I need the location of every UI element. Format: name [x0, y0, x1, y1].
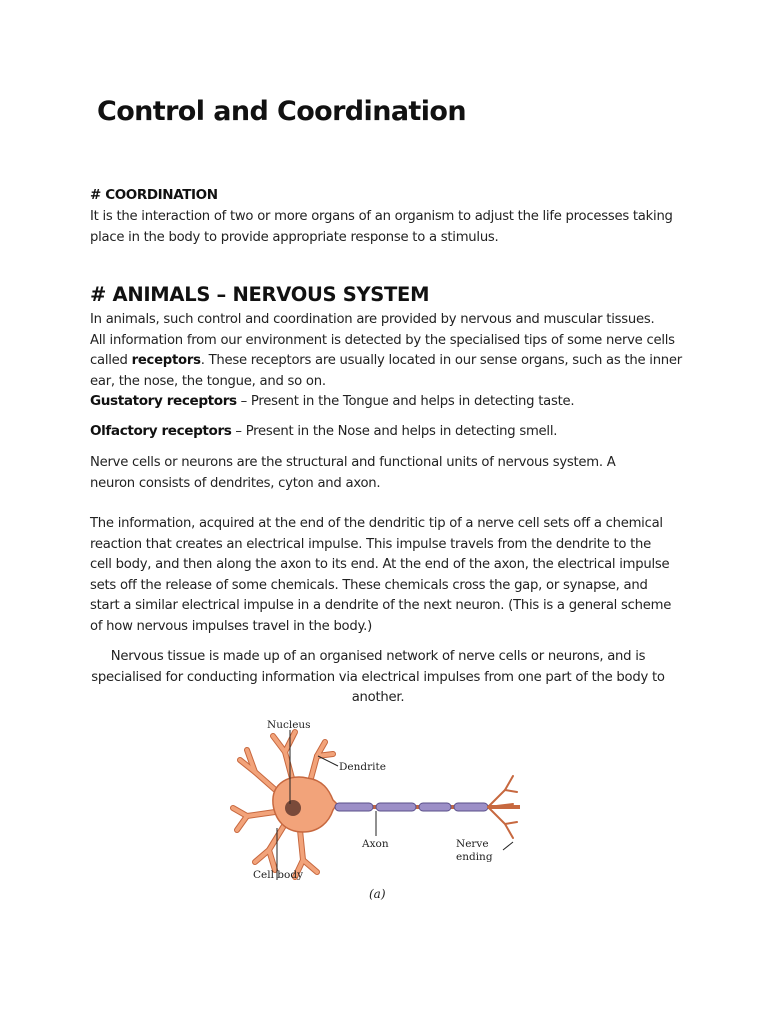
gustatory-receptors-line: [90, 391, 690, 413]
nucleus-label: Nucleus: [267, 719, 311, 731]
nervous-intro-line: In animals, such control and coordination are provided by nervous and muscular tissues.: [90, 312, 655, 327]
coordination-definition: It is the interaction of two or more organs of an organism to adjust the life processes taking place in the body to provide appropriate response to a stimulus.: [90, 209, 673, 245]
nerve-ending-label-line2: ending: [456, 851, 493, 863]
coordination-heading: # COORDINATION: [90, 187, 218, 203]
olfactory-description: – Present in the Nose and helps in detecting smell.: [231, 424, 558, 439]
olfactory-receptors-line: [90, 421, 690, 443]
nervous-tissue-paragraph: Nervous tissue is made up of an organised network of nerve cells or neurons, and is specialised for conducting information via electrical impulses from one part of the body to another.: [91, 649, 665, 705]
olfactory-label: Olfactory receptors: [90, 423, 232, 439]
nervous-intro-paragraph: [90, 310, 690, 392]
figure-caption: (a): [369, 887, 386, 901]
neuron-svg: [225, 712, 520, 887]
cell-body-label: Cell body: [253, 869, 303, 881]
nervous-system-heading: # ANIMALS – NERVOUS SYSTEM: [90, 283, 430, 306]
nucleus-shape: [285, 800, 301, 816]
nerve-ending-label-line1: Nerve: [456, 838, 489, 850]
dendrite-label: Dendrite: [339, 761, 386, 773]
receptor-text-before: All information from our environment is detected by the specialised tips of some nerve cells called: [90, 332, 675, 368]
receptor-text-after: . These receptors are usually located in our sense organs, such as the inner ear, the nose, the tongue, and so on.: [90, 353, 682, 389]
gustatory-description: – Present in the Tongue and helps in detecting taste.: [236, 394, 575, 409]
gustatory-label: Gustatory receptors: [90, 393, 237, 409]
neuron-definition: Nerve cells or neurons are the structural and functional units of nervous system. A neuron consists of dendrites, cyton and axon.: [90, 455, 616, 491]
receptors-term: receptors: [131, 353, 201, 368]
axon-label: Axon: [362, 838, 389, 850]
page-title: Control and Coordination: [97, 96, 466, 127]
neuron-diagram: [225, 712, 520, 907]
cell-body-shape: [273, 777, 337, 832]
impulse-paragraph: The information, acquired at the end of the dendritic tip of a nerve cell sets off a chemical reaction that creates an electrical impulse. This impulse travels from the dendrite to the cell body, and then along the axon to its end. At the end of the axon, the electrical impulse sets off the release of some chemicals. These chemicals cross the gap, or synapse, and start a similar electrical impulse in a dendrite of the next neuron. (This is a general scheme of how nervous impulses travel in the body.): [90, 516, 672, 634]
